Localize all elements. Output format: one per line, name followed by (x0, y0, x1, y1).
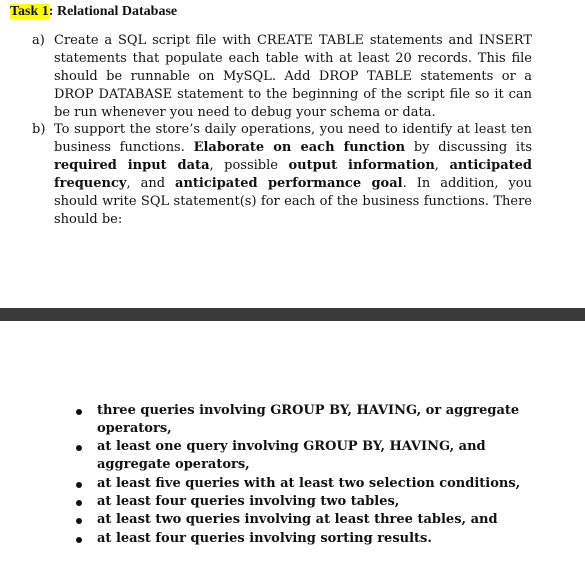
item-a-text: Create a SQL script file with CREATE TABLE statements and INSERT statements that populate each table with at least 20 records. This file should be runnable on MySQL. Add DROP TABLE statements or a DROP DATABASE statement to the beginning of the script file so it can be run whenever you need to debug your schema or data. (54, 33, 532, 120)
item-b-text-1: by discussing its (405, 139, 532, 155)
task-title-text: : Relational Database (48, 4, 178, 19)
item-b-text-3: , (434, 157, 450, 173)
item-b-intro: To support the store’s daily operations, you need to identify at least ten business functions. (54, 122, 532, 155)
list-item-b (32, 121, 532, 228)
bullet-item (62, 493, 532, 511)
bullet-item (62, 475, 532, 493)
bullet-item (62, 511, 532, 529)
task-number-highlight: Task 1 (10, 4, 49, 19)
bullet-dot-icon (76, 482, 82, 488)
item-b-marker: b) (32, 122, 46, 137)
bullet-dot-icon (76, 445, 82, 451)
item-b-text (54, 121, 532, 228)
bullet-dot-icon (76, 537, 82, 543)
bullet-text: at least four queries involving sorting results. (97, 530, 432, 546)
bullet-item (62, 530, 532, 548)
bullet-item (62, 402, 532, 438)
bullet-text: at least one query involving GROUP BY, HAVING, and aggregate operators, (97, 439, 486, 473)
item-a-marker: a) (32, 33, 45, 48)
item-b-text-4: , and (126, 175, 176, 191)
list-item-a (32, 32, 532, 122)
item-b-text-5: . In addition, you should write SQL statement(s) for each of the business functions. There should be: (54, 175, 532, 227)
item-b-bold-elaborate: Elaborate on each function (193, 139, 406, 155)
task-title (10, 4, 177, 20)
bullet-text: at least five queries with at least two selection conditions, (97, 475, 521, 491)
bullet-item (62, 438, 532, 474)
requirements-list (62, 402, 532, 548)
bullet-dot-icon (76, 409, 82, 415)
item-b-bold-performance: anticipated performance goal (175, 175, 403, 191)
page-break-bar (0, 308, 585, 321)
item-b-bold-input: required input data (54, 157, 210, 173)
bullet-text: at least four queries involving two tables, (97, 494, 400, 510)
item-b-bold-frequency: anticipated frequency (54, 157, 532, 191)
bullet-text: at least two queries involving at least three tables, and (97, 512, 498, 528)
bullet-text: three queries involving GROUP BY, HAVING, or aggregate operators, (97, 403, 520, 436)
bullet-dot-icon (76, 500, 82, 506)
bullet-dot-icon (76, 518, 82, 524)
item-b-text-2: , possible (209, 157, 289, 173)
item-b-bold-output: output information (288, 157, 435, 173)
